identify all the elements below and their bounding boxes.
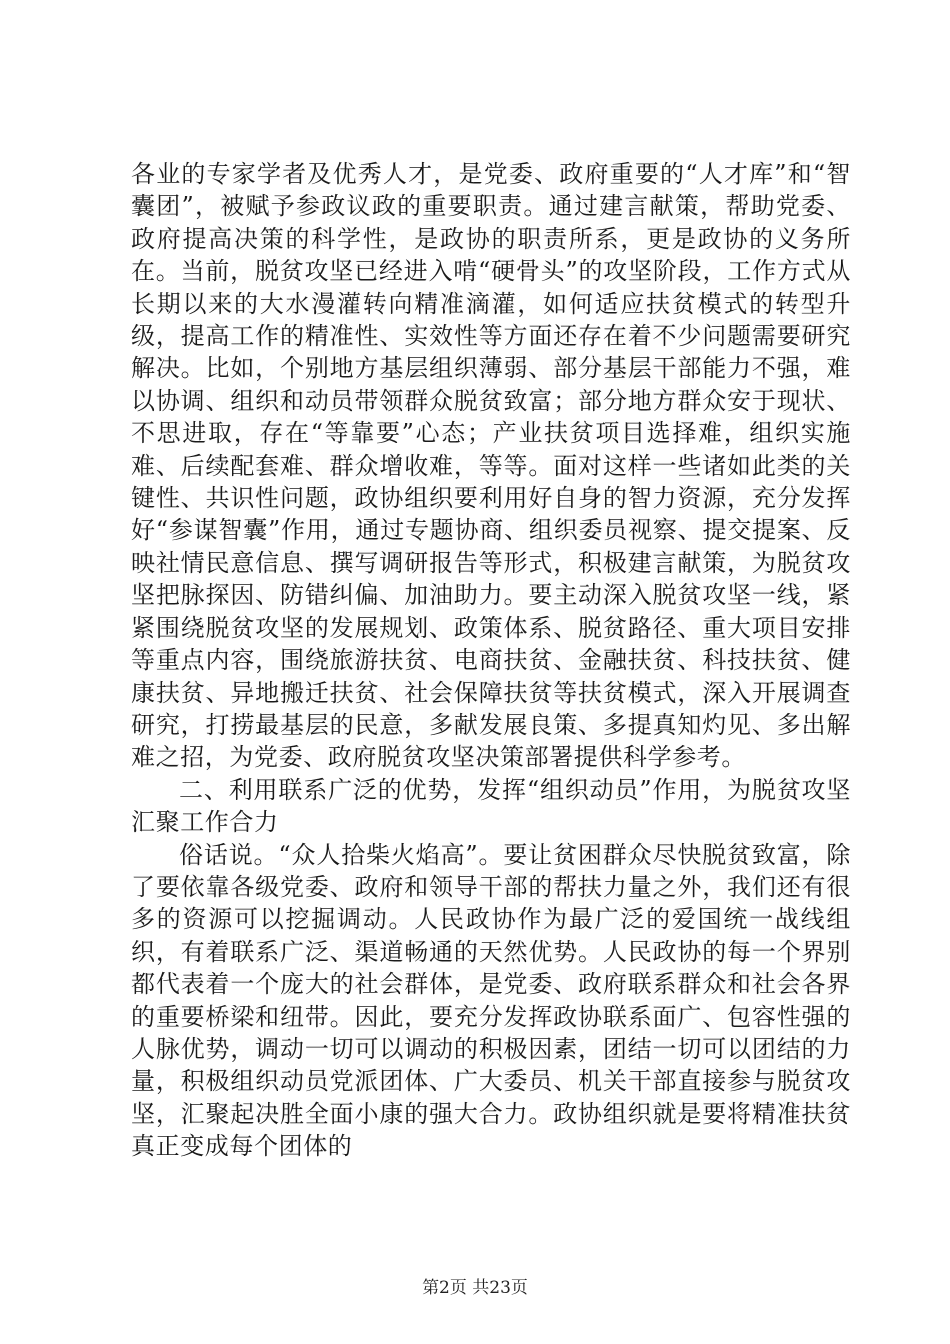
body-paragraph-3: 俗话说。“众人拾柴火焰高”。要让贫困群众尽快脱贫致富，除了要依靠各级党委、政府和领导干部的帮扶力量之外，我们还有很多的资源可以挖掘调动。人民政协作为最广泛的爱国统一战线组织，有着联系广泛、渠道畅通的天然优势。人民政协的每一个界别都代表着一个庞大的社会群体，是党委、政府联系群众和社会各界的重要桥梁和纽带。因此，要充分发挥政协联系面广、包容性强的人脉优势，调动一切可以调动的积极因素，团结一切可以团结的力量，积极组织动员党派团体、广大委员、机关干部直接参与脱贫攻坚，汇聚起决胜全面小康的强大合力。政协组织就是要将精准扶贫真正变成每个团体的 <box>131 840 851 1161</box>
page-footer <box>0 1273 950 1298</box>
body-paragraph-1: 各业的专家学者及优秀人才，是党委、政府重要的“人才库”和“智囊团”，被赋予参政议政的重要职责。通过建言献策，帮助党委、政府提高决策的科学性，是政协的职责所系，更是政协的义务所在。当前，脱贫攻坚已经进入啃“硬骨头”的攻坚阶段，工作方式从长期以来的大水漫灌转向精准滴灌，如何适应扶贫模式的转型升级，提高工作的精准性、实效性等方面还存在着不少问题需要研究解决。比如，个别地方基层组织薄弱、部分基层干部能力不强，难以协调、组织和动员带领群众脱贫致富；部分地方群众安于现状、不思进取，存在“等靠要”心态；产业扶贫项目选择难，组织实施难、后续配套难、群众增收难，等等。面对这样一些诸如此类的关键性、共识性问题，政协组织要利用好自身的智力资源，充分发挥好“参谋智囊”作用，通过专题协商、组织委员视察、提交提案、反映社情民意信息、撰写调研报告等形式，积极建言献策，为脱贫攻坚把脉探因、防错纠偏、加油助力。要主动深入脱贫攻坚一线，紧紧围绕脱贫攻坚的发展规划、政策体系、脱贫路径、重大项目安排等重点内容，围绕旅游扶贫、电商扶贫、金融扶贫、科技扶贫、健康扶贫、异地搬迁扶贫、社会保障扶贫等扶贫模式，深入开展调查研究，打捞最基层的民意，多献发展良策、多提真知灼见、多出解难之招，为党委、政府脱贫攻坚决策部署提供科学参考。 <box>131 160 851 772</box>
page-number: 第2页 共23页 <box>422 1278 528 1298</box>
document-body <box>131 158 851 1163</box>
section-heading-2: 二、利用联系广泛的优势，发挥“组织动员”作用，为脱贫攻坚汇聚工作合力 <box>131 775 851 837</box>
